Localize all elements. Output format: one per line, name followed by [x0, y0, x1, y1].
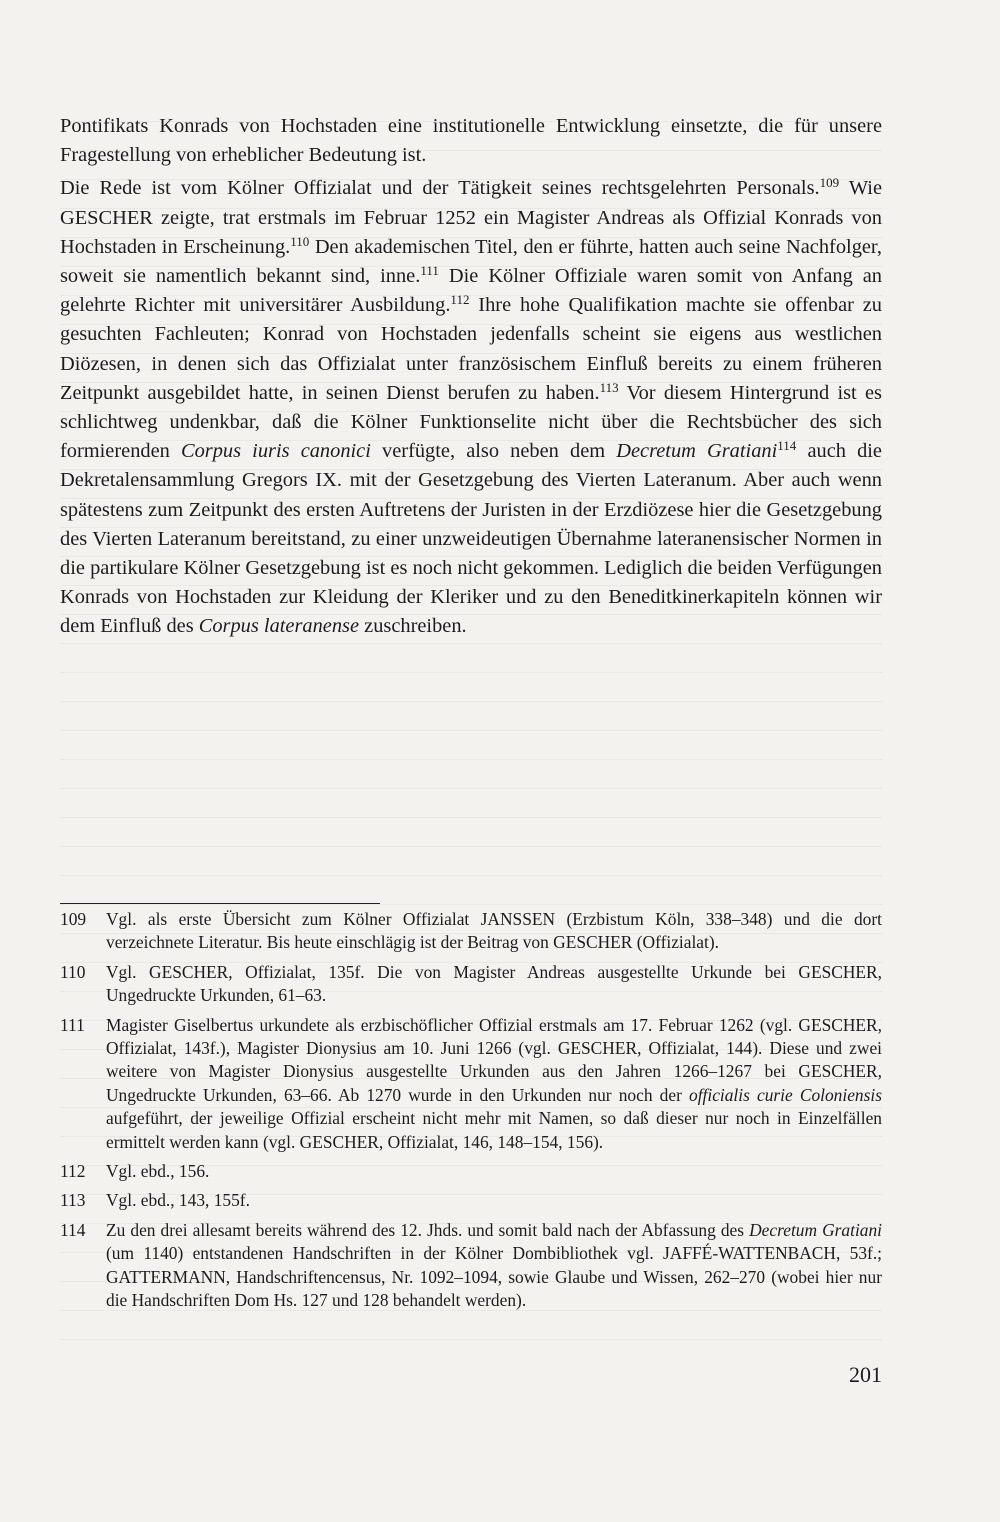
footnote-text: Magister Giselbertus urkundete als erzbischöflicher Offizial erstmals am 17. Februar 1262 (vgl. GESCHER, Offizialat, 143f.), Magister Dionysius am 10. Juni 1266 (vgl. GESCHER, Offizialat, 144). Diese und zwei weitere von Magister Dionysius ausgestellte Urkunden aus den Jahren 1266–1267 bei GESCHER, Ungedruckte Urkunden, 63–66. Ab 1270 wurde in den Urkunden nur noch der officialis curie Coloniensis aufgeführt, der jeweilige Offizial erscheint nicht mehr mit Namen, so daß dieser nur noch in Einzelfällen ermittelt werden kann (vgl. GESCHER, Offizialat, 146, 148–154, 156).	[106, 1014, 882, 1152]
italic-title: Corpus iuris canonici	[180, 440, 371, 463]
footnote-text: Vgl. als erste Übersicht zum Kölner Offizialat JANSSEN (Erzbistum Köln, 338–348) und die dort verzeichnete Literatur. Bis heute einschlägig ist der Beitrag von GESCHER (Offizialat).	[106, 909, 882, 953]
footnote-divider	[60, 903, 380, 904]
footnote-number: 111	[60, 1014, 85, 1035]
footnote-110	[60, 961, 882, 1008]
footnote-text: Vgl. ebd., 143, 155f.	[106, 1190, 250, 1211]
footnote-111	[60, 1014, 882, 1154]
footnote-number: 110	[60, 961, 86, 982]
footnote-text: Vgl. GESCHER, Offizialat, 135f. Die von Magister Andreas ausgestellte Urkunde bei GESCHER, Ungedruckte Urkunden, 61–63.	[106, 961, 882, 1006]
footnote-ref-112: 112	[450, 292, 470, 308]
footnote-ref-110: 110	[290, 233, 310, 249]
footnote-114	[60, 1219, 882, 1313]
footnote-number: 109	[60, 909, 87, 929]
footnote-ref-111: 111	[420, 263, 439, 279]
italic-title: Corpus lateranense	[198, 615, 360, 638]
footnote-number: 114	[60, 1219, 86, 1240]
footnote-ref-109: 109	[819, 175, 840, 191]
footnote-109	[60, 908, 882, 955]
footnote-text: Vgl. ebd., 156.	[106, 1161, 210, 1182]
footnote-113	[60, 1189, 882, 1212]
footnote-112	[60, 1160, 882, 1183]
paragraph-2: Die Rede ist vom Kölner Offizialat und der Tätigkeit seines rechtsgelehrten Personals.$^{109}$ Wie GESCHER zeigte, trat erstmals im Februar 1252 ein Magister Andreas als Offizial Konrads von Hochstaden in Erscheinung.$^{110}$ Den akademischen Titel, den er führte, hatten auch seine Nachfolger, soweit sie namentlich bekannt sind, inne.$^{111}$ Die Kölner Offiziale waren somit von Anfang an gelehrte Richter mit universitärer Ausbildung.$^{112}$ Ihre hohe Qualifikation machte sie offenbar zu gesuchten Fachleuten; Konrad von Hochstaden jedenfalls scheint sie eigens aus westlichen Diözesen, in denen sich das Offizialat unter französischem Einfluß bereits zu einem früheren Zeitpunkt ausgebildet hatte, in seinen Dienst berufen zu haben.$^{113}$ Vor diesem Hintergrund ist es schlichtweg undenkbar, daß die Kölner Funktionselite nicht über die Rechtsbücher des sich formierenden Corpus iuris canonici verfügte, also neben dem Decretum Gratiani$^{114}$ auch die Dekretalensammlung Gregors IX. mit der Gesetzgebung des Vierten Lateranum. Aber auch wenn spätestens zum Zeitpunkt des ersten Auftretens der Juristen in der Erzdiözese hier die Gesetzgebung des Vierten Lateranum bereitstand, zu einer unzweideutigen Übernahme lateranensischer Normen in die partikulare Kölner Gesetzgebung ist es noch nicht gekommen. Lediglich die beiden Verfügungen Konrads von Hochstaden zur Kleidung der Kleriker und zu den Beneditkinerkapiteln können wir dem Einfluß des Corpus lateranense zuschreiben.	[60, 175, 883, 638]
page-number: 201	[849, 1362, 882, 1387]
footnote-ref-114: 114	[777, 438, 797, 454]
footnote-number: 112	[60, 1161, 86, 1182]
paragraph-1: Pontifikats Konrads von Hochstaden eine institutionelle Entwicklung einsetzte, die für unsere Fragestellung von erheblicher Bedeutung ist.	[60, 115, 882, 167]
footnote-number: 113	[60, 1190, 86, 1211]
footnote-text: Zu den drei allesamt bereits während des 12. Jhds. und somit bald nach der Abfassung des Decretum Gratiani (um 1140) entstandenen Handschriften in der Kölner Dombibliothek vgl. JAFFÉ-WATTENBACH, 53f.; GATTERMANN, Handschriftencensus, Nr. 1092–1094, sowie Glaube und Wissen, 262–270 (wobei hier nur die Handschriften Dom Hs. 127 und 128 behandelt werden).	[106, 1219, 882, 1311]
footnote-ref-113: 113	[599, 379, 619, 395]
footnotes	[60, 908, 882, 1319]
main-text	[60, 112, 882, 642]
italic-title: Decretum Gratiani	[616, 440, 778, 463]
